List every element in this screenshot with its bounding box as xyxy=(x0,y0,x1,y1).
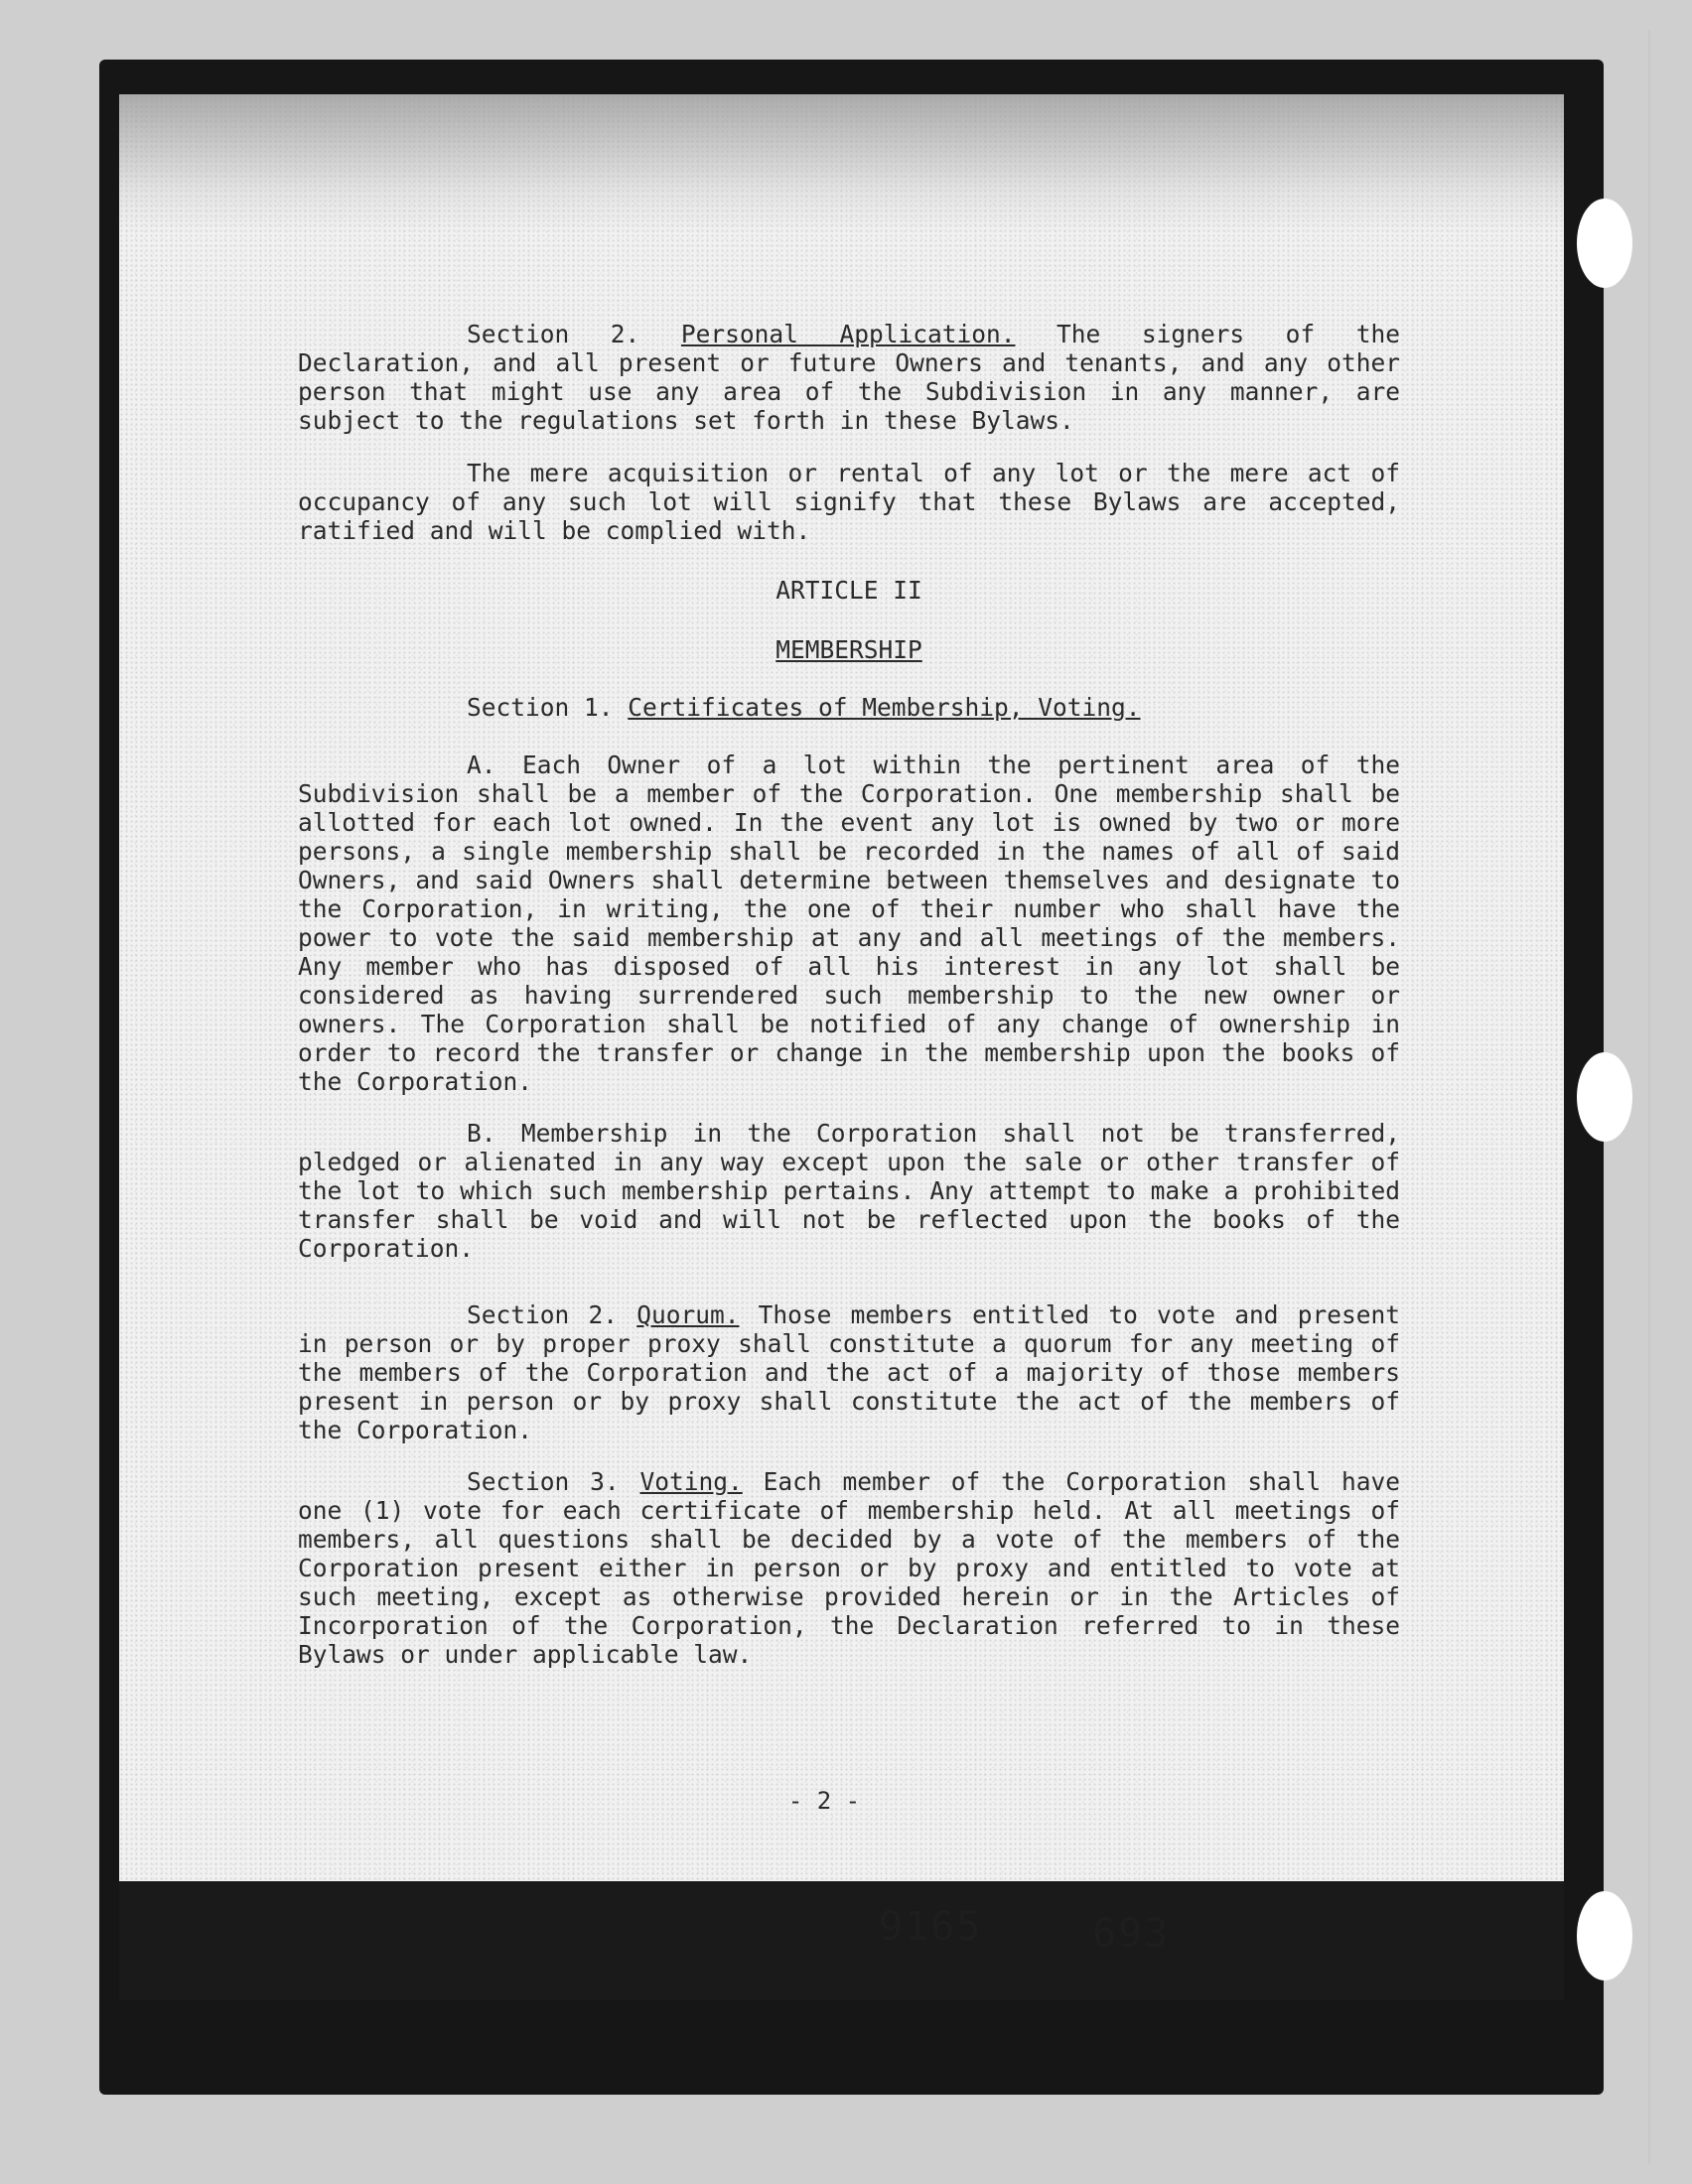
paragraph-label: B. xyxy=(467,1119,496,1148)
paragraph-b xyxy=(298,1119,1400,1263)
section-heading: Section 3. xyxy=(467,1467,620,1496)
section-title: Quorum. xyxy=(636,1300,740,1329)
section-heading: Section 2. xyxy=(467,320,640,348)
section-voting xyxy=(298,1467,1400,1669)
section-quorum xyxy=(298,1300,1400,1444)
section-title: Voting. xyxy=(639,1467,743,1496)
binder-hole-top xyxy=(1577,199,1632,288)
section-title: Certificates of Membership, Voting. xyxy=(628,693,1141,722)
article-subheading: MEMBERSHIP xyxy=(776,635,922,664)
article-heading: ARTICLE II xyxy=(776,576,922,605)
section-text: Each member of the Corporation shall have one (1) vote for each certificate of membership held. At all meetings of members, all questions shall be decided by a vote of the members of the Corporation present either in person or by proxy and entitled to vote at such meeting, except as otherwise provided herein or in the Articles of Incorporation of the Corporation, the Declaration referred to in these Bylaws or under applicable law. xyxy=(298,1467,1400,1669)
paragraph-a xyxy=(298,751,1400,1096)
paragraph-text: The mere acquisition or rental of any lot or the mere act of occupancy of any such lot will signify that these Bylaws are accepted, ratified and will be complied with. xyxy=(298,459,1400,545)
scan-shadow-bottom xyxy=(119,1881,1564,2000)
binder-hole-bottom xyxy=(1577,1891,1632,1980)
section-text: Those members entitled to vote and present in person or by proper proxy shall constitute a quorum for any meeting of the members of the Corporation and the act of a majority of those members present in person or by proxy shall constitute the act of the members of the Corporation. xyxy=(298,1300,1400,1444)
scan-edge-line xyxy=(1648,30,1650,2164)
section-certificates xyxy=(298,693,1400,722)
binder-hole-middle xyxy=(1577,1052,1632,1142)
paragraph-text: Each Owner of a lot within the pertinent area of the Subdivision shall be a member of the Corporation. One membership shall be allotted for each lot owned. In the event any lot is owned by two or more persons, a single membership shall be recorded in the names of all of said Owners, and said Owners shall determine between themselves and designate to the Corporation, in writing, the one of their number who shall have the power to vote the said membership at any and all meetings of the members. Any member who has disposed of all his interest in any lot shall be considered as having surrendered such membership to the new owner or owners. The Corporation shall be notified of any change of ownership in order to record the transfer or change in the membership upon the books of the Corporation. xyxy=(298,751,1400,1096)
paragraph-text: Membership in the Corporation shall not be transferred, pledged or alienated in any way except upon the sale or other transfer of the lot to which such membership pertains. Any attempt to make a prohibited transfer shall be void and will not be reflected upon the books of the Corporation. xyxy=(298,1119,1400,1263)
section-title: Personal Application. xyxy=(680,320,1016,348)
section-text: The signers of the Declaration, and all present or future Owners and tenants, and any other person that might use any area of the Subdivision in any manner, are subject to the regulations set forth in these Bylaws. xyxy=(298,320,1400,435)
scan-shadow-top xyxy=(119,94,1564,233)
section-heading: Section 2. xyxy=(467,1300,618,1329)
section-heading: Section 1. xyxy=(467,693,614,722)
page-reference-stamp: 693 xyxy=(1092,1911,1171,1957)
article-subheading-wrap xyxy=(298,635,1400,664)
book-number-stamp: 9165 xyxy=(879,1904,983,1950)
page-number: - 2 - xyxy=(787,1787,861,1815)
paragraph-label: A. xyxy=(467,751,496,779)
section-personal-application xyxy=(298,320,1400,435)
paragraph-acceptance xyxy=(298,459,1400,545)
